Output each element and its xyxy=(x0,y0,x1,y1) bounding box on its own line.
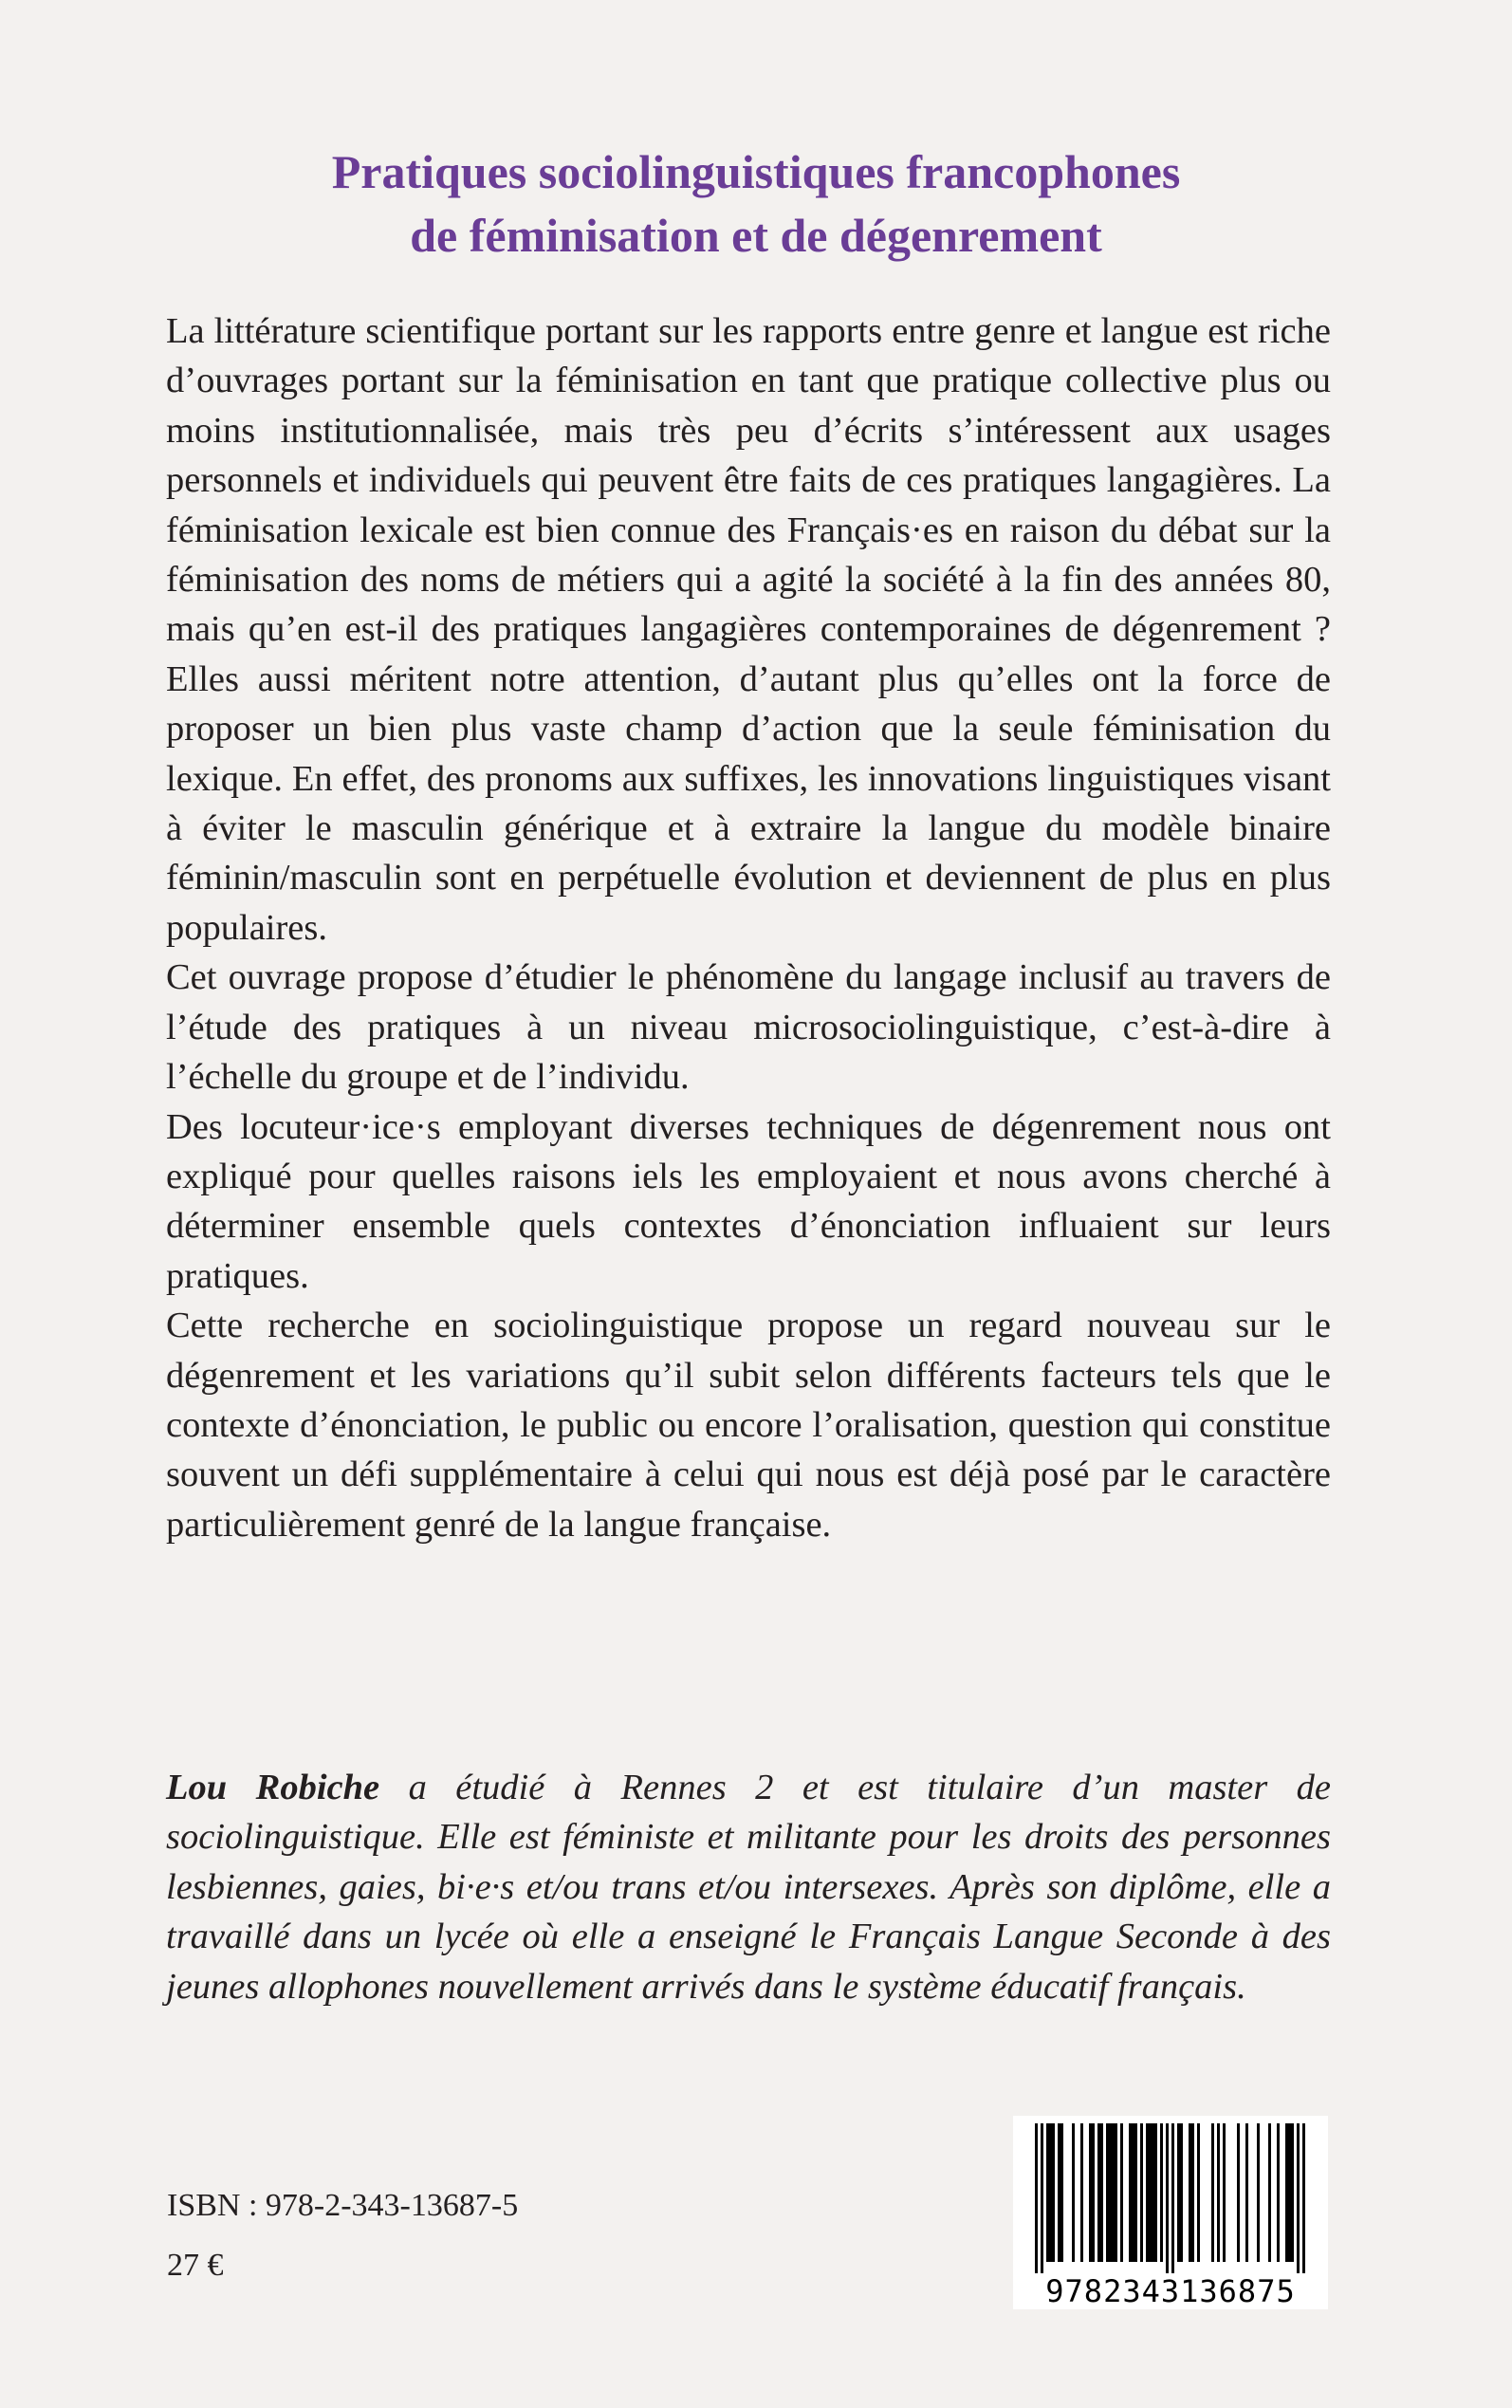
barcode-bar xyxy=(1152,2123,1154,2262)
barcode-bar xyxy=(1060,2123,1063,2262)
barcode-bar xyxy=(1112,2123,1115,2262)
barcode-bar xyxy=(1211,2123,1214,2262)
barcode-bar xyxy=(1166,2123,1169,2273)
barcode-bar xyxy=(1106,2123,1109,2262)
summary-paragraph-4: Cette recherche en sociolinguistique propose un regard nouveau sur le dégenrement et les variations qu’il subit selon différents facteurs tels que le contexte d’énonciation, le public ou encore l’oralisation, question qui constitue souvent un défi supplémentaire à celui qui nous est déjà posé par le caractère particulièrement genré de la langue française. xyxy=(166,1306,1331,1545)
barcode-bar xyxy=(1197,2123,1200,2262)
barcode-digits: 9782343136875 xyxy=(1045,2273,1296,2309)
barcode-bar xyxy=(1072,2123,1075,2262)
barcode-bar xyxy=(1097,2123,1100,2262)
barcode-bar xyxy=(1223,2123,1226,2262)
barcode-bar xyxy=(1146,2123,1149,2262)
barcode-bar xyxy=(1134,2123,1137,2262)
barcode-bar xyxy=(1046,2123,1049,2262)
barcode-bar xyxy=(1129,2123,1132,2262)
author-bio-paragraph xyxy=(166,1763,1331,2011)
barcode-bar xyxy=(1189,2123,1191,2262)
barcode-bar xyxy=(1291,2123,1294,2262)
barcode-bar xyxy=(1217,2123,1220,2262)
barcode-bar xyxy=(1160,2123,1163,2262)
barcode-bar xyxy=(1171,2123,1174,2273)
summary-paragraph-1: La littérature scientifique portant sur les rapports entre genre et langue est riche d’ouvrages portant sur la féminisation en tant que pratique collective plus ou moins institutionnalisée, mais très peu d’écrits s’intéressent aux usages personnels et individuels qui peuvent être faits de ces pratiques langagières. La féminisation lexicale est bien connue des Français·es en raison du débat sur la féminisation des noms de métiers qui a agité la société à la fin des années 80, mais qu’en est-il des pratiques langagières contemporaines de dégenrement ? Elles aussi méritent notre attention, d’autant plus qu’elles ont la force de proposer un bien plus vaste champ d’action que la seule féminisation du lexique. En effet, des pronoms aux suffixes, les innovations linguistiques visant à éviter le masculin générique et à extraire la langue du modèle binaire féminin/masculin sont en perpétuelle évolution et deviennent de plus en plus populaires. xyxy=(166,311,1331,948)
barcode-bar xyxy=(1132,2123,1134,2262)
price-label: 27 € xyxy=(167,2248,224,2283)
barcode-bar xyxy=(1052,2123,1055,2262)
barcode-bar xyxy=(1177,2123,1180,2262)
barcode-bar xyxy=(1297,2123,1300,2273)
summary-paragraph-3: Des locuteur·ice·s employant diverses techniques de dégenrement nous ont expliqué pour quelles raisons iels les employaient et nous avons cherché à déterminer ensemble quels contextes d’énonciation influaient sur leurs pratiques. xyxy=(166,1106,1331,1296)
barcode-bar xyxy=(1120,2123,1123,2262)
barcode-bar xyxy=(1257,2123,1260,2262)
author-bio-text: a étudié à Rennes 2 et est titulaire d’un master de sociolinguistique. Elle est féministe et militante pour les droits des personnes lesbiennes, gaies, bi·e·s et/ou trans et/ou intersexes. Après son diplôme, elle a travaillé dans un lycée où elle a enseigné le Français Langue Seconde à des jeunes allophones nouvellement arrivés dans le système éducatif français. xyxy=(166,1768,1331,2007)
barcode-bar xyxy=(1092,2123,1095,2262)
barcode-bar xyxy=(1058,2123,1060,2262)
title-line-1: Pratiques sociolinguistiques francophones xyxy=(331,145,1181,198)
author-bio xyxy=(166,1763,1331,2011)
book-title xyxy=(142,140,1370,268)
barcode-bar xyxy=(1180,2123,1183,2262)
barcode-bar xyxy=(1245,2123,1248,2262)
barcode-bar xyxy=(1080,2123,1083,2262)
barcode-bar xyxy=(1115,2123,1117,2262)
barcode-bar xyxy=(1288,2123,1291,2262)
title-line-2: de féminisation et de dégenrement xyxy=(410,209,1102,262)
barcode-bar xyxy=(1089,2123,1092,2262)
barcode-bar xyxy=(1035,2123,1038,2273)
barcode-bar xyxy=(1154,2123,1157,2262)
barcode-bar xyxy=(1277,2123,1280,2262)
barcode-bar xyxy=(1140,2123,1143,2262)
barcode-bar xyxy=(1268,2123,1271,2262)
author-name: Lou Robiche xyxy=(166,1768,380,1807)
barcode xyxy=(1013,2116,1328,2309)
barcode-bar xyxy=(1191,2123,1194,2262)
barcode-bar xyxy=(1109,2123,1112,2262)
barcode-bar xyxy=(1237,2123,1240,2262)
barcode-bars xyxy=(1021,2123,1320,2273)
summary-text xyxy=(166,306,1331,1549)
barcode-bar xyxy=(1149,2123,1152,2262)
barcode-bar xyxy=(1100,2123,1103,2262)
summary-paragraph-2: Cet ouvrage propose d’étudier le phénomène du langage inclusif au travers de l’étude des pratiques à un niveau microsociolinguistique, c’est-à-dire à l’échelle du groupe et de l’individu. xyxy=(166,957,1331,1098)
barcode-bar xyxy=(1302,2123,1305,2273)
isbn-label: ISBN : 978-2-343-13687-5 xyxy=(167,2188,519,2223)
barcode-bar xyxy=(1049,2123,1052,2262)
barcode-bar xyxy=(1285,2123,1288,2262)
barcode-bar xyxy=(1041,2123,1043,2273)
